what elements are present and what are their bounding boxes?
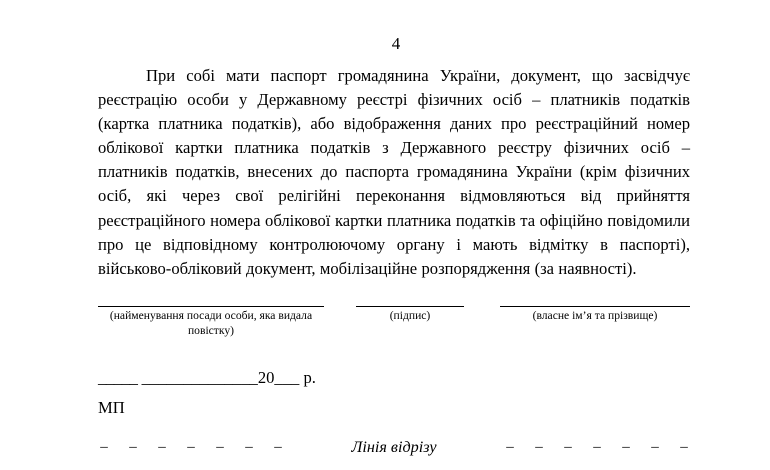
cut-line-dash: – bbox=[129, 439, 137, 455]
cut-line-dash: – bbox=[622, 439, 630, 455]
signature-field-position bbox=[98, 306, 324, 338]
date-year-suffix: р. bbox=[303, 368, 316, 387]
cut-line-dash: – bbox=[158, 439, 166, 455]
cut-line-dashes-right bbox=[487, 437, 690, 457]
signature-caption-position: (найменування посади особи, яка видала повістку) bbox=[109, 309, 313, 337]
cut-line-dashes-left bbox=[98, 437, 301, 457]
cut-line-dash: – bbox=[593, 439, 601, 455]
cut-line-dash: – bbox=[274, 439, 282, 455]
body-paragraph: При собі мати паспорт громадянина України, документ, що засвідчує реєстрацію особи у Державному реєстрі фізичних осіб – платників податків (картка платника податків), або відображення даних про реєстраційний номер облікової картки платника податків з Державного реєстру фізичних осіб – платників податків, внесених до паспорта громадянина України (крім фізичних осіб, які через свої релігійні переконання відмовляються від прийняття реєстраційного номера облікової картки платника податків та офіційно повідомили про це відповідному контролюючому органу і мають відмітку в паспорті), військово-обліковий документ, мобілізаційне розпорядження (за наявності). bbox=[98, 66, 690, 278]
cut-line-dash: – bbox=[216, 439, 224, 455]
cut-line-dash: – bbox=[535, 439, 543, 455]
body-text-block bbox=[98, 64, 690, 281]
cut-line-dash: – bbox=[564, 439, 572, 455]
date-year-blank: ___ bbox=[274, 368, 300, 387]
date-day-blank: _____ bbox=[98, 368, 138, 387]
signature-caption-signature: (підпис) bbox=[389, 309, 431, 322]
stamp-mark: МП bbox=[98, 398, 125, 417]
cut-line-dash: – bbox=[651, 439, 659, 455]
cut-line-dash: – bbox=[187, 439, 195, 455]
signature-field-signature bbox=[356, 306, 464, 324]
date-line bbox=[98, 367, 316, 389]
signature-caption-name: (власне ім’я та прізвище) bbox=[532, 309, 658, 322]
date-year-prefix: 20 bbox=[257, 368, 275, 387]
page-number bbox=[0, 34, 770, 54]
cut-line-label: Лінія відрізу bbox=[351, 438, 437, 456]
signature-rule-signature bbox=[356, 306, 464, 307]
signature-rule-position bbox=[98, 306, 324, 307]
cut-line-dash: – bbox=[100, 439, 108, 455]
signature-field-name bbox=[500, 306, 690, 324]
cut-line-dash: – bbox=[245, 439, 253, 455]
signature-row bbox=[98, 306, 690, 366]
cut-line-dash: – bbox=[506, 439, 514, 455]
cut-line bbox=[98, 436, 690, 458]
date-month-blank: ______________ bbox=[141, 368, 258, 387]
page-number-value: 4 bbox=[391, 34, 401, 53]
signature-rule-name bbox=[500, 306, 690, 307]
cut-line-dash: – bbox=[680, 439, 688, 455]
